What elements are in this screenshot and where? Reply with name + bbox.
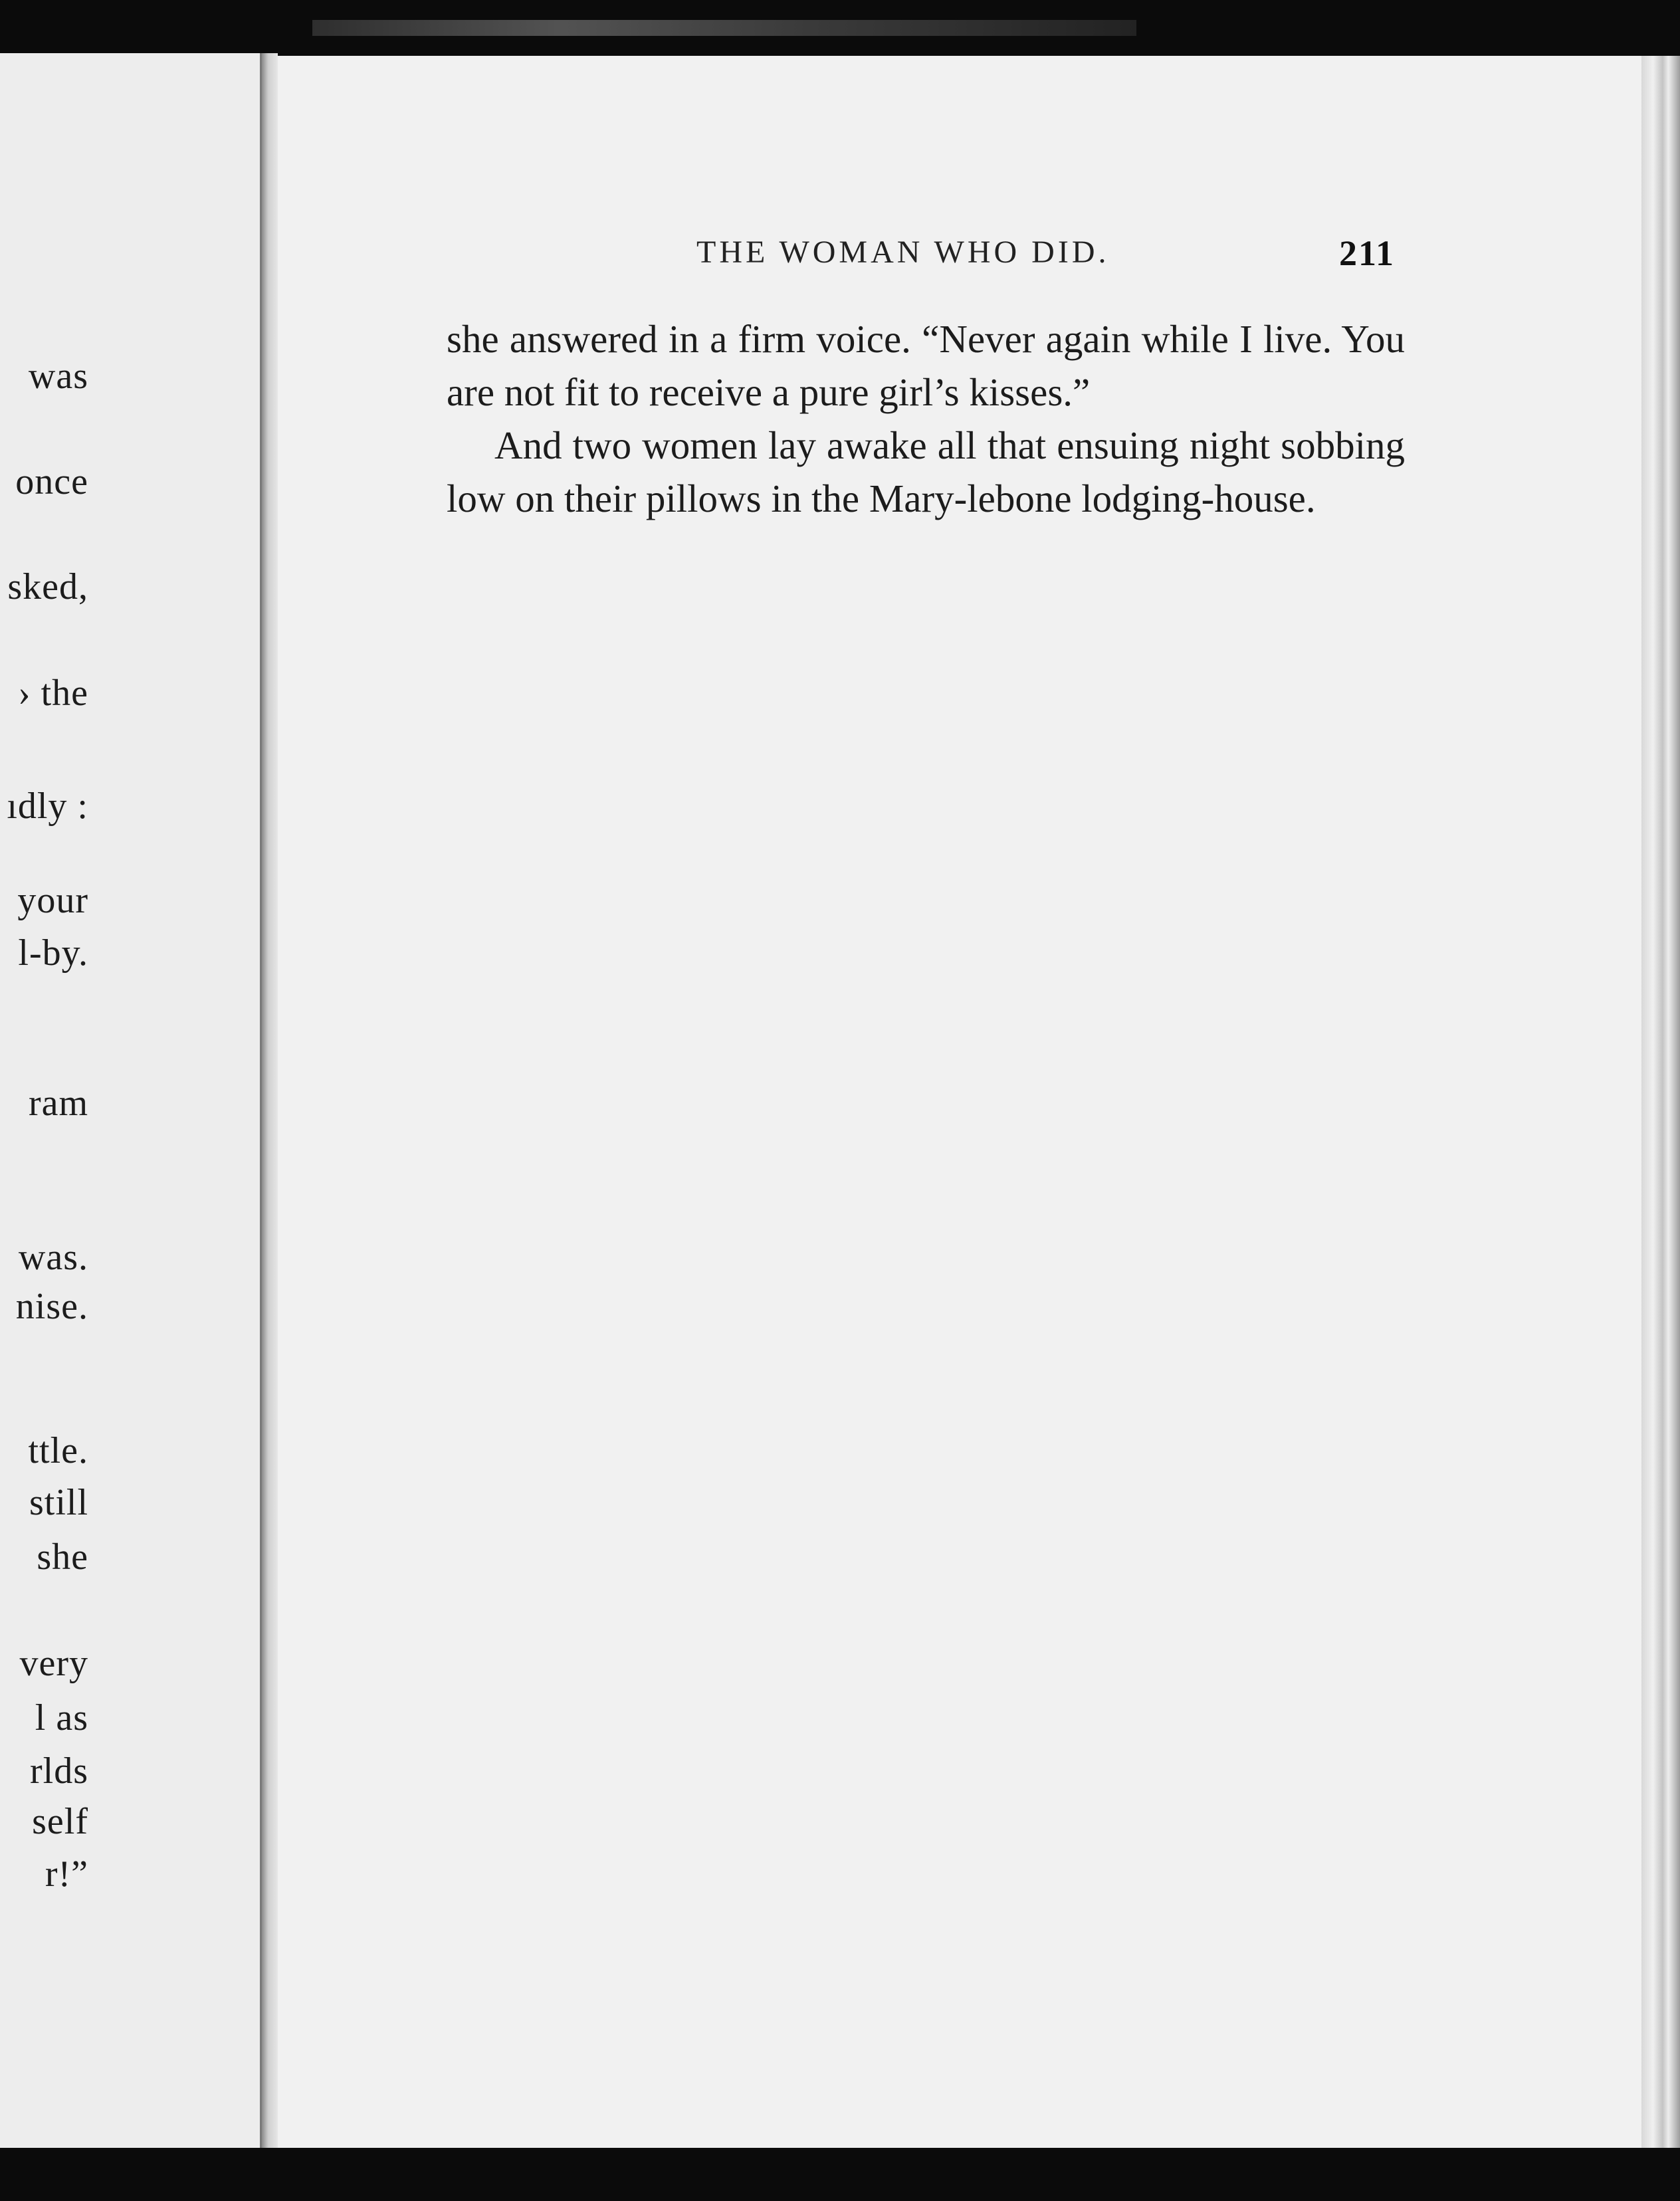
running-head: THE WOMAN WHO DID.	[696, 235, 1110, 270]
paragraph: she answered in a firm voice. “Never again while I live. You are not fit to receive a pure girl’s kisses.”	[447, 317, 1405, 414]
left-page-line-fragment: ıdly :	[7, 786, 88, 827]
left-page-line-fragment: ram	[28, 1083, 88, 1124]
left-page-line-fragment: › the	[17, 673, 88, 714]
left-page-line-fragment: l as	[35, 1697, 88, 1738]
page-top-edge	[312, 20, 1136, 36]
body-text	[447, 312, 1405, 525]
scan-top-border	[0, 0, 1680, 53]
paragraph: And two women lay awake all that ensuing night sobbing low on their pillows in the Mary-lebone lodging-house.	[447, 423, 1405, 520]
left-page-line-fragment: she	[37, 1536, 88, 1578]
left-page-line-fragment: was.	[18, 1237, 88, 1278]
left-page-line-fragment: self	[32, 1801, 88, 1842]
left-page-line-fragment: your	[17, 880, 88, 921]
left-page-line-fragment: rlds	[30, 1750, 88, 1792]
left-page-line-fragment: very	[19, 1643, 88, 1684]
left-page-line-fragment: still	[29, 1482, 88, 1523]
left-page-line-fragment: ttle.	[28, 1430, 88, 1471]
book-gutter	[262, 53, 278, 2148]
page-number: 211	[1339, 233, 1396, 273]
left-page-line-fragment: r!”	[45, 1853, 88, 1895]
left-page-line-fragment: was	[28, 356, 88, 397]
left-page-line-fragment: l-by.	[18, 932, 88, 974]
scan-bottom-border	[0, 2148, 1680, 2201]
left-page-line-fragment: once	[15, 461, 88, 502]
page-stack-edge	[1641, 56, 1680, 2148]
left-page	[0, 53, 262, 2148]
left-page-line-fragment: sked,	[7, 566, 88, 607]
left-page-line-fragment: nise.	[15, 1286, 88, 1327]
